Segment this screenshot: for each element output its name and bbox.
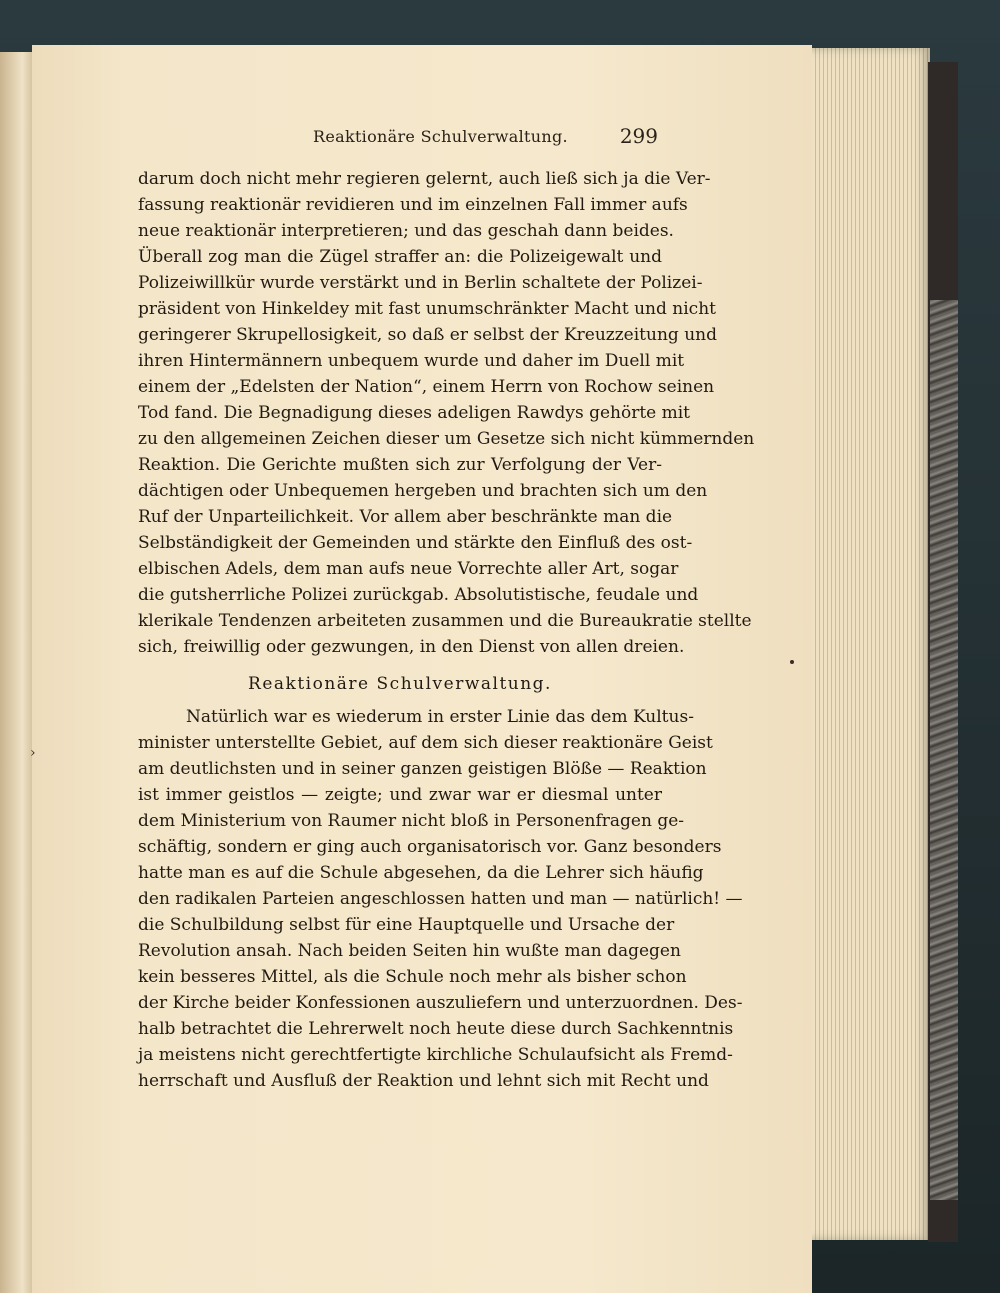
text-line: hatte man es auf die Schule abgesehen, da die Lehrer sich häufig — [138, 863, 704, 883]
text-line: Reaktion. Die Gerichte mußten sich zur Verfolgung der Ver- — [138, 455, 662, 475]
text-line: den radikalen Parteien angeschlossen hatten und man — natürlich! — — [138, 889, 743, 909]
paragraph-1 — [138, 166, 755, 660]
text-line: ihren Hintermännern unbequem wurde und daher im Duell mit — [138, 351, 685, 371]
text-line: halb betrachtet die Lehrerwelt noch heute diese durch Sachkenntnis — [138, 1019, 734, 1039]
text-line: Tod fand. Die Begnadigung dieses adeligen Rawdys gehörte mit — [138, 403, 691, 423]
text-line: dem Ministerium von Raumer nicht bloß in Personenfragen ge- — [138, 811, 685, 831]
text-line: der Kirche beider Konfessionen auszuliefern und unterzuordnen. Des- — [138, 993, 743, 1013]
text-line: Ruf der Unparteilichkeit. Vor allem aber beschränkte man die — [138, 507, 673, 527]
text-line: Überall zog man die Zügel straffer an: die Polizeigewalt und — [138, 247, 662, 267]
text-line: geringerer Skrupellosigkeit, so daß er selbst der Kreuzzeitung und — [138, 325, 717, 345]
running-title: Reaktionäre Schulverwaltung. — [313, 127, 568, 146]
text-line: präsident von Hinkeldey mit fast unumschränkter Macht und nicht — [138, 299, 716, 319]
ink-speck — [790, 660, 794, 664]
margin-mark: › — [30, 745, 36, 761]
marbled-cover-edge — [930, 300, 958, 1200]
text-line: neue reaktionär interpretieren; und das geschah dann beides. — [138, 221, 674, 241]
page-block-edge — [800, 48, 930, 1240]
text-line: ja meistens nicht gerechtfertigte kirchliche Schulaufsicht als Fremd- — [138, 1045, 733, 1065]
text-line: fassung reaktionär revidieren und im einzelnen Fall immer aufs — [138, 195, 688, 215]
running-header — [138, 124, 658, 149]
section-heading: Reaktionäre Schulverwaltung. — [248, 674, 552, 694]
text-line: schäftig, sondern er ging auch organisatorisch vor. Ganz besonders — [138, 837, 722, 857]
text-line: die gutsherrliche Polizei zurückgab. Absolutistische, feudale und — [138, 585, 699, 605]
text-line: elbischen Adels, dem man aufs neue Vorrechte aller Art, sogar — [138, 559, 679, 579]
text-line: zu den allgemeinen Zeichen dieser um Gesetze sich nicht kümmernden — [138, 429, 755, 449]
text-line: sich, freiwillig oder gezwungen, in den Dienst von allen dreien. — [138, 637, 685, 657]
text-line: Revolution ansah. Nach beiden Seiten hin wußte man dagegen — [138, 941, 681, 961]
text-line: dächtigen oder Unbequemen hergeben und brachten sich um den — [138, 481, 708, 501]
text-line: am deutlichsten und in seiner ganzen geistigen Blöße — Reaktion — [138, 759, 707, 779]
paragraph-2 — [138, 704, 743, 1094]
text-line: die Schulbildung selbst für eine Hauptquelle und Ursache der — [138, 915, 675, 935]
text-line: minister unterstellte Gebiet, auf dem sich dieser reaktionäre Geist — [138, 733, 713, 753]
text-line: herrschaft und Ausfluß der Reaktion und lehnt sich mit Recht und — [138, 1071, 709, 1091]
text-line: Polizeiwillkür wurde verstärkt und in Berlin schaltete der Polizei- — [138, 273, 703, 293]
text-line: ist immer geistlos — zeigte; und zwar war er diesmal unter — [138, 785, 662, 805]
page-number: 299 — [619, 124, 658, 148]
text-line: klerikale Tendenzen arbeiteten zusammen und die Bureaukratie stellte — [138, 611, 752, 631]
facing-page-edge — [0, 52, 33, 1293]
text-line: kein besseres Mittel, als die Schule noch mehr als bisher schon — [138, 967, 687, 987]
text-line: darum doch nicht mehr regieren gelernt, auch ließ sich ja die Ver- — [138, 169, 711, 189]
body-text — [138, 166, 755, 1094]
text-line: Selbständigkeit der Gemeinden und stärkte den Einfluß des ost- — [138, 533, 693, 553]
text-line: einem der „Edelsten der Nation“, einem Herrn von Rochow seinen — [138, 377, 715, 397]
text-line: Natürlich war es wiederum in erster Linie das dem Kultus- — [186, 707, 694, 727]
